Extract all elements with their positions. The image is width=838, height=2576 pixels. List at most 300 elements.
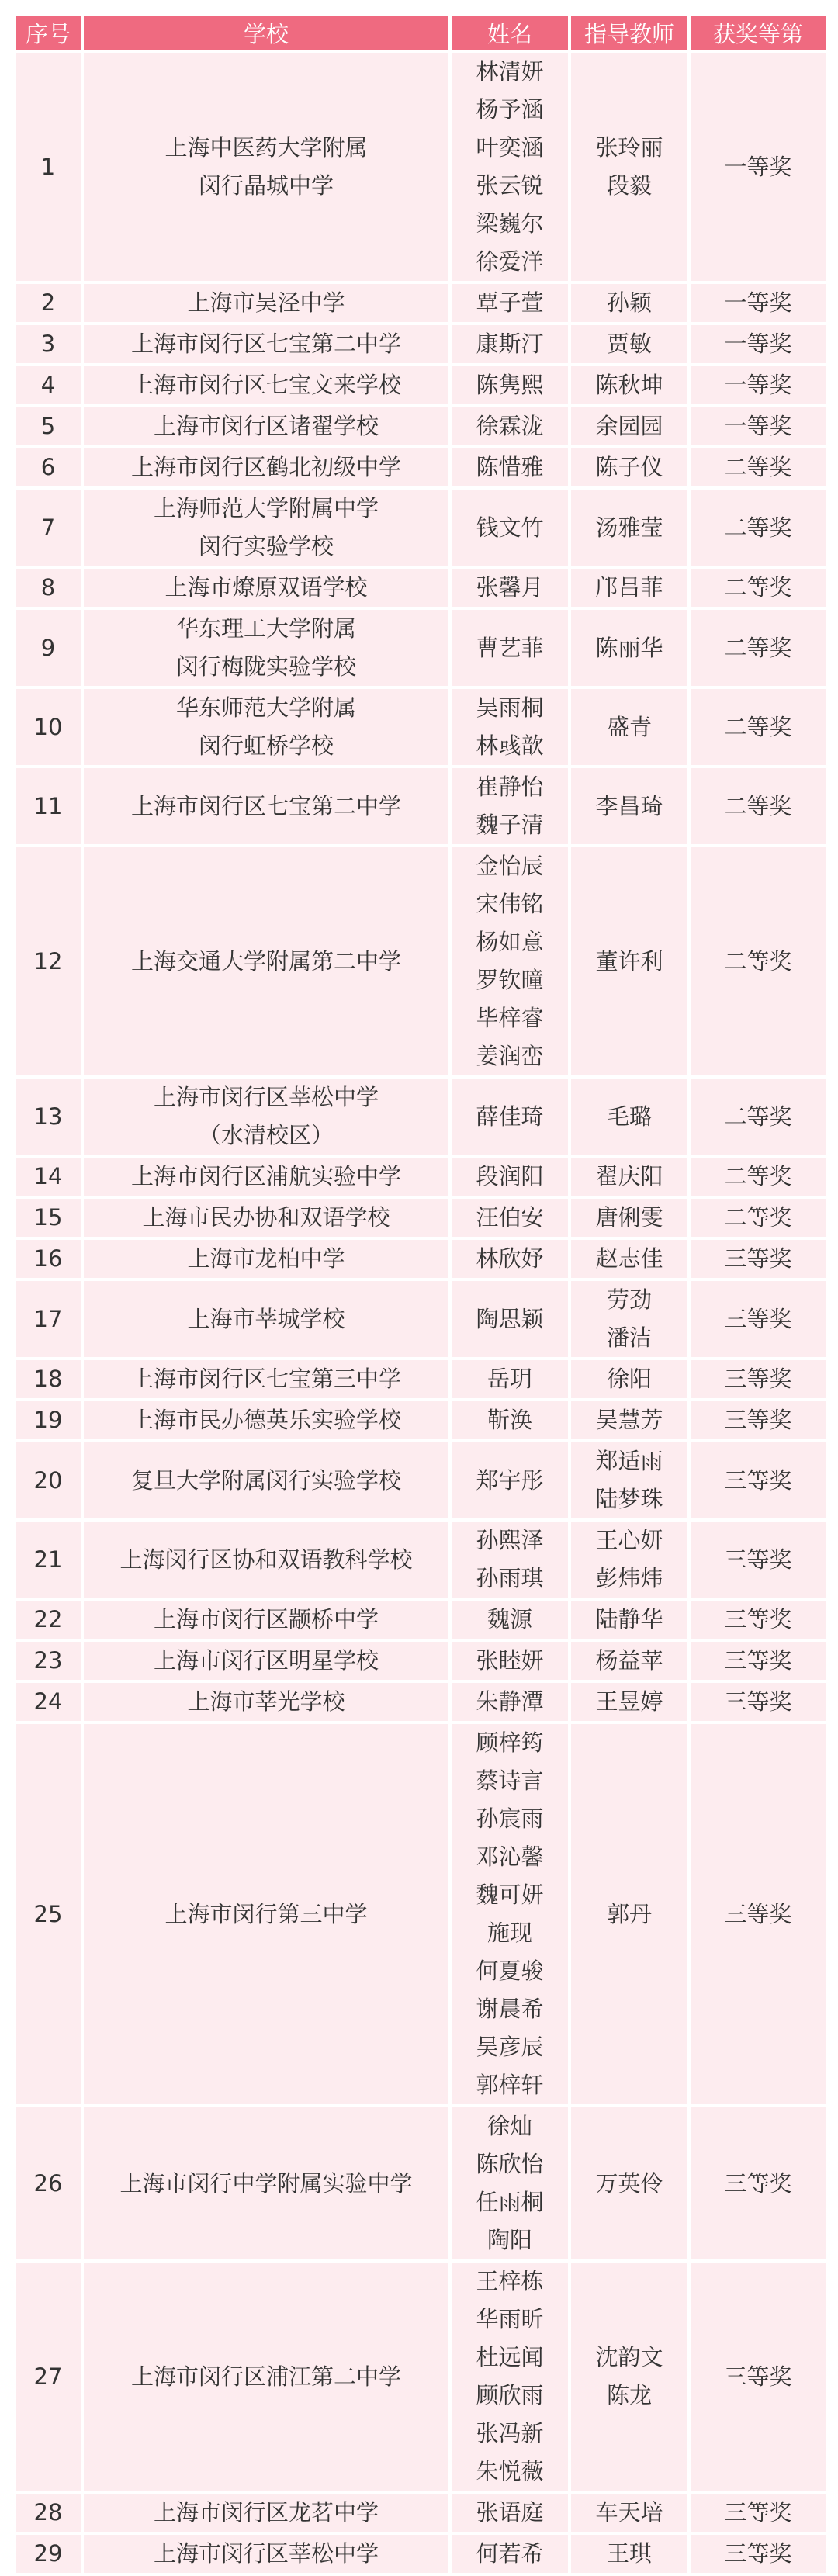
teacher-name: 余园园 <box>595 413 663 439</box>
student-name: 蔡诗言 <box>476 1768 544 1794</box>
student-name: 邓沁馨 <box>476 1844 544 1870</box>
school-line: 上海市民办协和双语学校 <box>142 1204 390 1231</box>
header-index: 序号 <box>16 16 81 50</box>
teacher-name: 汤雅莹 <box>595 514 663 541</box>
students-cell <box>452 366 568 404</box>
award-cell: 三等奖 <box>691 2535 826 2573</box>
teacher-name: 王琪 <box>606 2540 652 2567</box>
index-cell: 5 <box>16 407 81 445</box>
award-cell: 三等奖 <box>691 1360 826 1398</box>
award-cell: 二等奖 <box>691 569 826 607</box>
teachers-cell <box>571 448 687 486</box>
student-name: 张语庭 <box>476 2499 544 2526</box>
school-line: 上海交通大学附属第二中学 <box>130 947 401 975</box>
school-line: 华东师范大学附属 <box>175 694 356 721</box>
student-name: 孙雨琪 <box>476 1565 544 1591</box>
table-body <box>16 53 826 2573</box>
student-name: 张云锐 <box>476 172 544 199</box>
award-cell: 三等奖 <box>691 1442 826 1518</box>
index-cell: 29 <box>16 2535 81 2573</box>
award-cell: 一等奖 <box>691 284 826 322</box>
teacher-name: 段毅 <box>606 172 652 199</box>
award-cell: 三等奖 <box>691 1724 826 2104</box>
school-cell <box>84 53 448 281</box>
students-cell <box>452 1079 568 1155</box>
table-row <box>16 2494 826 2532</box>
school-cell <box>84 2494 448 2532</box>
school-cell <box>84 1522 448 1598</box>
student-name: 孙宸雨 <box>476 1806 544 1832</box>
teacher-name: 劳劲 <box>606 1286 652 1313</box>
award-cell: 一等奖 <box>691 407 826 445</box>
student-name: 徐灿 <box>487 2113 532 2139</box>
student-name: 华雨昕 <box>476 2306 544 2332</box>
students-cell <box>452 610 568 686</box>
award-cell: 二等奖 <box>691 768 826 844</box>
teachers-cell <box>571 284 687 322</box>
students-cell <box>452 1281 568 1357</box>
table-row <box>16 53 826 281</box>
school-cell <box>84 1724 448 2104</box>
header-name: 姓名 <box>452 16 568 50</box>
award-cell: 二等奖 <box>691 1158 826 1196</box>
teachers-cell <box>571 1401 687 1439</box>
teacher-name: 潘洁 <box>606 1324 652 1351</box>
table-row <box>16 689 826 765</box>
school-cell <box>84 1079 448 1155</box>
student-name: 汪伯安 <box>476 1204 544 1231</box>
index-cell: 4 <box>16 366 81 404</box>
teachers-cell <box>571 2107 687 2259</box>
teachers-cell <box>571 1601 687 1639</box>
teachers-cell <box>571 1442 687 1518</box>
students-cell <box>452 1360 568 1398</box>
table-row <box>16 1724 826 2104</box>
student-name: 杜远闻 <box>476 2344 544 2370</box>
index-cell: 24 <box>16 1683 81 1721</box>
students-cell <box>452 1601 568 1639</box>
table-row <box>16 1642 826 1680</box>
teacher-name: 王昱婷 <box>595 1688 663 1715</box>
student-name: 张冯新 <box>476 2420 544 2446</box>
teacher-name: 毛璐 <box>606 1103 652 1130</box>
teacher-name: 郭丹 <box>606 1900 652 1927</box>
index-cell: 9 <box>16 610 81 686</box>
student-name: 金怡辰 <box>476 853 544 879</box>
table-row <box>16 1442 826 1518</box>
school-cell <box>84 1360 448 1398</box>
table-row <box>16 1158 826 1196</box>
school-cell <box>84 1601 448 1639</box>
index-cell: 10 <box>16 689 81 765</box>
school-line: 上海市燎原双语学校 <box>164 574 368 601</box>
teacher-name: 盛青 <box>606 713 652 740</box>
index-cell: 17 <box>16 1281 81 1357</box>
index-cell: 11 <box>16 768 81 844</box>
student-name: 施现 <box>487 1920 532 1946</box>
school-line: 上海市民办德英乐实验学校 <box>130 1407 401 1433</box>
school-cell <box>84 768 448 844</box>
school-cell <box>84 2535 448 2573</box>
award-cell: 三等奖 <box>691 1281 826 1357</box>
school-line: 上海市闵行区七宝第二中学 <box>130 792 401 819</box>
student-name: 徐爱洋 <box>476 248 544 275</box>
award-table <box>12 12 829 2576</box>
student-name: 宋伟铭 <box>476 891 544 917</box>
student-name: 朱静潭 <box>476 1688 544 1715</box>
teachers-cell <box>571 1642 687 1680</box>
award-cell: 三等奖 <box>691 1642 826 1680</box>
school-cell <box>84 1240 448 1278</box>
school-line: 闵行虹桥学校 <box>198 732 334 759</box>
teacher-name: 吴慧芳 <box>595 1407 663 1433</box>
student-name: 任雨桐 <box>476 2189 544 2215</box>
students-cell <box>452 53 568 281</box>
school-cell <box>84 2263 448 2491</box>
award-cell: 三等奖 <box>691 1522 826 1598</box>
teachers-cell <box>571 1281 687 1357</box>
teacher-name: 郑适雨 <box>595 1448 663 1474</box>
teachers-cell <box>571 1158 687 1196</box>
table-row <box>16 1401 826 1439</box>
students-cell <box>452 1401 568 1439</box>
table-row <box>16 490 826 566</box>
index-cell: 6 <box>16 448 81 486</box>
header-award: 获奖等第 <box>691 16 826 50</box>
school-line: 华东理工大学附属 <box>175 615 356 642</box>
table-row <box>16 1240 826 1278</box>
header-row <box>16 16 826 50</box>
table-row <box>16 2263 826 2491</box>
school-cell <box>84 689 448 765</box>
students-cell <box>452 1683 568 1721</box>
index-cell: 13 <box>16 1079 81 1155</box>
school-line: 上海市闵行区明星学校 <box>153 1647 379 1674</box>
award-cell: 一等奖 <box>691 53 826 281</box>
school-line: 上海市吴泾中学 <box>187 289 345 316</box>
school-line: 上海市闵行区龙茗中学 <box>153 2499 379 2526</box>
table-row <box>16 1079 826 1155</box>
student-name: 岳玥 <box>487 1366 532 1392</box>
school-line: 上海中医药大学附属 <box>164 134 368 161</box>
index-cell: 16 <box>16 1240 81 1278</box>
table-row <box>16 1281 826 1357</box>
school-line: 上海市闵行区浦航实验中学 <box>130 1163 401 1189</box>
teachers-cell <box>571 1079 687 1155</box>
table-row <box>16 610 826 686</box>
students-cell <box>452 1199 568 1237</box>
students-cell <box>452 284 568 322</box>
school-cell <box>84 325 448 363</box>
index-cell: 26 <box>16 2107 81 2259</box>
teachers-cell <box>571 689 687 765</box>
index-cell: 25 <box>16 1724 81 2104</box>
student-name: 崔静怡 <box>476 774 544 800</box>
teacher-name: 陆梦珠 <box>595 1486 663 1512</box>
teachers-cell <box>571 53 687 281</box>
school-cell <box>84 1642 448 1680</box>
students-cell <box>452 1522 568 1598</box>
teachers-cell <box>571 1199 687 1237</box>
table-row <box>16 407 826 445</box>
school-line: 上海市闵行区七宝文来学校 <box>130 372 401 398</box>
table-row <box>16 1360 826 1398</box>
school-cell <box>84 448 448 486</box>
students-cell <box>452 325 568 363</box>
index-cell: 2 <box>16 284 81 322</box>
award-cell: 三等奖 <box>691 2494 826 2532</box>
student-name: 覃子萱 <box>476 289 544 316</box>
school-line: 上海闵行区协和双语教科学校 <box>119 1546 413 1573</box>
student-name: 杨如意 <box>476 929 544 955</box>
school-cell <box>84 610 448 686</box>
student-name: 罗钦曈 <box>476 967 544 993</box>
award-cell: 二等奖 <box>691 689 826 765</box>
school-line: 上海市闵行区莘松中学 <box>153 2540 379 2567</box>
school-line: 上海市闵行区七宝第二中学 <box>130 331 401 357</box>
student-name: 钱文竹 <box>476 514 544 541</box>
teacher-name: 陆静华 <box>595 1606 663 1633</box>
student-name: 陶阳 <box>487 2227 532 2253</box>
school-cell <box>84 1401 448 1439</box>
student-name: 郭梓轩 <box>476 2072 544 2098</box>
students-cell <box>452 2494 568 2532</box>
school-line: 复旦大学附属闵行实验学校 <box>130 1466 401 1494</box>
school-line: 闵行实验学校 <box>198 533 334 559</box>
student-name: 曹艺菲 <box>476 634 544 661</box>
teachers-cell <box>571 847 687 1075</box>
table-row <box>16 1522 826 1598</box>
teacher-name: 翟庆阳 <box>595 1163 663 1189</box>
school-cell <box>84 1683 448 1721</box>
student-name: 吴雨桐 <box>476 694 544 721</box>
index-cell: 15 <box>16 1199 81 1237</box>
teachers-cell <box>571 2494 687 2532</box>
index-cell: 27 <box>16 2263 81 2491</box>
table-row <box>16 569 826 607</box>
teachers-cell <box>571 1724 687 2104</box>
student-name: 叶奕涵 <box>476 134 544 161</box>
student-name: 林彧歆 <box>476 732 544 759</box>
index-cell: 14 <box>16 1158 81 1196</box>
teachers-cell <box>571 1240 687 1278</box>
student-name: 张睦妍 <box>476 1647 544 1674</box>
index-cell: 23 <box>16 1642 81 1680</box>
teacher-name: 沈韵文 <box>595 2344 663 2370</box>
student-name: 杨予涵 <box>476 96 544 123</box>
teacher-name: 陈子仪 <box>595 454 663 480</box>
index-cell: 8 <box>16 569 81 607</box>
school-line: 上海市闵行区浦江第二中学 <box>130 2363 401 2390</box>
header-teacher: 指导教师 <box>571 16 687 50</box>
index-cell: 3 <box>16 325 81 363</box>
table-row <box>16 768 826 844</box>
student-name: 陶思颖 <box>476 1305 544 1332</box>
students-cell <box>452 847 568 1075</box>
students-cell <box>452 448 568 486</box>
award-cell: 三等奖 <box>691 1601 826 1639</box>
school-line: 上海市闵行区诸翟学校 <box>153 413 379 439</box>
student-name: 魏源 <box>487 1606 532 1633</box>
students-cell <box>452 569 568 607</box>
table-row <box>16 2107 826 2259</box>
school-cell <box>84 569 448 607</box>
student-name: 魏子清 <box>476 812 544 838</box>
school-cell <box>84 1281 448 1357</box>
index-cell: 21 <box>16 1522 81 1598</box>
school-cell <box>84 366 448 404</box>
teacher-name: 邝吕菲 <box>595 574 663 601</box>
school-line: 上海市闵行第三中学 <box>164 1900 368 1927</box>
school-line: 上海市龙柏中学 <box>187 1245 345 1272</box>
teacher-name: 彭炜炜 <box>595 1565 663 1591</box>
teachers-cell <box>571 1522 687 1598</box>
award-cell: 二等奖 <box>691 448 826 486</box>
students-cell <box>452 1240 568 1278</box>
school-cell <box>84 1199 448 1237</box>
teacher-name: 陈龙 <box>606 2382 652 2408</box>
student-name: 吴彦辰 <box>476 2034 544 2060</box>
student-name: 何若希 <box>476 2540 544 2567</box>
students-cell <box>452 768 568 844</box>
student-name: 陈欣怡 <box>476 2151 544 2177</box>
student-name: 林欣妤 <box>476 1245 544 1272</box>
school-cell <box>84 2107 448 2259</box>
award-cell: 二等奖 <box>691 1199 826 1237</box>
teachers-cell <box>571 2535 687 2573</box>
students-cell <box>452 1642 568 1680</box>
teacher-name: 贾敏 <box>606 331 652 357</box>
students-cell <box>452 2263 568 2491</box>
teacher-name: 孙颖 <box>606 289 652 316</box>
school-line: 上海市闵行区鹤北初级中学 <box>130 454 401 480</box>
teacher-name: 张玲丽 <box>595 134 663 161</box>
index-cell: 18 <box>16 1360 81 1398</box>
table-row <box>16 1683 826 1721</box>
header-school: 学校 <box>84 16 448 50</box>
student-name: 靳涣 <box>487 1407 532 1433</box>
student-name: 谢晨希 <box>476 1996 544 2022</box>
teachers-cell <box>571 1683 687 1721</box>
award-cell: 一等奖 <box>691 366 826 404</box>
school-line: 上海市闵行区颛桥中学 <box>153 1606 379 1633</box>
teacher-name: 杨益苹 <box>595 1647 663 1674</box>
teacher-name: 李昌琦 <box>595 792 663 819</box>
teacher-name: 车天培 <box>595 2499 663 2526</box>
award-cell: 二等奖 <box>691 490 826 566</box>
index-cell: 7 <box>16 490 81 566</box>
index-cell: 20 <box>16 1442 81 1518</box>
student-name: 张馨月 <box>476 574 544 601</box>
table-header <box>16 16 826 50</box>
teachers-cell <box>571 490 687 566</box>
table-row <box>16 325 826 363</box>
school-cell <box>84 1442 448 1518</box>
teacher-name: 陈丽华 <box>595 634 663 661</box>
school-line: 上海市莘光学校 <box>187 1688 345 1715</box>
index-cell: 12 <box>16 847 81 1075</box>
table-row <box>16 1601 826 1639</box>
student-name: 顾梓筠 <box>476 1729 544 1756</box>
students-cell <box>452 2107 568 2259</box>
school-line: （水清校区） <box>198 1122 334 1148</box>
award-cell: 三等奖 <box>691 1401 826 1439</box>
school-line: 上海师范大学附属中学 <box>153 495 379 521</box>
teacher-name: 万英伶 <box>595 2169 663 2197</box>
students-cell <box>452 490 568 566</box>
student-name: 朱悦薇 <box>476 2458 544 2484</box>
student-name: 薛佳琦 <box>476 1103 544 1130</box>
teacher-name: 董许利 <box>595 947 663 975</box>
teacher-name: 陈秋坤 <box>595 372 663 398</box>
students-cell <box>452 1158 568 1196</box>
teachers-cell <box>571 325 687 363</box>
index-cell: 19 <box>16 1401 81 1439</box>
school-line: 上海市莘城学校 <box>187 1305 345 1332</box>
student-name: 林清妍 <box>476 58 544 85</box>
student-name: 郑宇彤 <box>476 1466 544 1494</box>
award-cell: 二等奖 <box>691 1079 826 1155</box>
teachers-cell <box>571 2263 687 2491</box>
award-cell: 二等奖 <box>691 610 826 686</box>
school-cell <box>84 407 448 445</box>
student-name: 何夏骏 <box>476 1958 544 1984</box>
student-name: 陈隽熙 <box>476 372 544 398</box>
student-name: 康斯汀 <box>476 331 544 357</box>
teachers-cell <box>571 366 687 404</box>
student-name: 姜润峦 <box>476 1043 544 1069</box>
school-line: 上海市闵行区七宝第三中学 <box>130 1366 401 1392</box>
school-line: 上海市闵行中学附属实验中学 <box>119 2169 413 2197</box>
students-cell <box>452 689 568 765</box>
award-cell: 三等奖 <box>691 1683 826 1721</box>
award-cell: 三等奖 <box>691 1240 826 1278</box>
teachers-cell <box>571 1360 687 1398</box>
school-line: 闵行梅陇实验学校 <box>175 653 356 680</box>
students-cell <box>452 407 568 445</box>
teachers-cell <box>571 407 687 445</box>
teacher-name: 徐阳 <box>606 1366 652 1392</box>
school-cell <box>84 490 448 566</box>
school-cell <box>84 1158 448 1196</box>
table-row <box>16 366 826 404</box>
student-name: 魏可妍 <box>476 1882 544 1908</box>
student-name: 毕梓睿 <box>476 1005 544 1031</box>
award-cell: 三等奖 <box>691 2263 826 2491</box>
school-cell <box>84 847 448 1075</box>
teacher-name: 唐俐雯 <box>595 1204 663 1231</box>
student-name: 顾欣雨 <box>476 2382 544 2408</box>
teacher-name: 赵志佳 <box>595 1245 663 1272</box>
award-cell: 二等奖 <box>691 847 826 1075</box>
index-cell: 22 <box>16 1601 81 1639</box>
student-name: 陈惜雅 <box>476 454 544 480</box>
students-cell <box>452 1442 568 1518</box>
school-line: 上海市闵行区莘松中学 <box>153 1084 379 1110</box>
students-cell <box>452 2535 568 2573</box>
index-cell: 28 <box>16 2494 81 2532</box>
table-row <box>16 847 826 1075</box>
school-line: 闵行晶城中学 <box>198 172 334 199</box>
school-cell <box>84 284 448 322</box>
index-cell: 1 <box>16 53 81 281</box>
student-name: 王梓栋 <box>476 2268 544 2294</box>
award-cell: 三等奖 <box>691 2107 826 2259</box>
table-row <box>16 448 826 486</box>
table-row <box>16 2535 826 2573</box>
table-row <box>16 284 826 322</box>
table-row <box>16 1199 826 1237</box>
